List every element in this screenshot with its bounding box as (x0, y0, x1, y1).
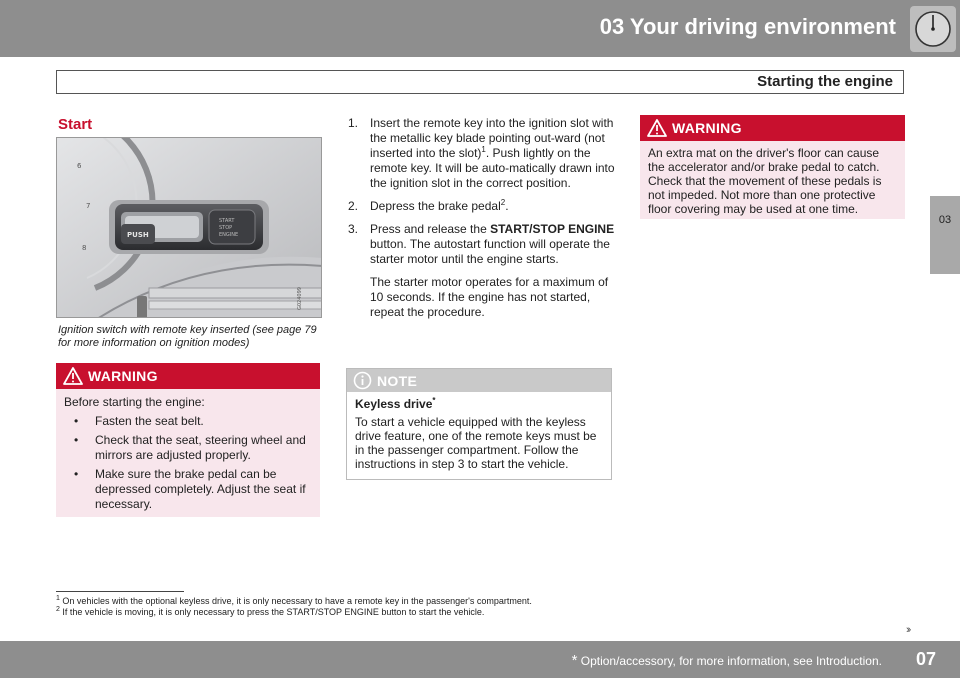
warning-intro: Before starting the engine: (64, 395, 205, 409)
procedure-steps (348, 116, 616, 328)
step-3: 3. Press and release the START/STOP ENGINE button. The autostart function will operate the starter motor until the engine starts. The starter motor operates for a maximum of 10 seconds. If the engine has not started, repeat the procedure. (348, 222, 615, 319)
svg-text:7: 7 (86, 202, 91, 210)
accessory-note: * Option/accessory, for more information, see Introduction. (571, 652, 882, 669)
warning-header (640, 115, 905, 141)
info-icon (353, 371, 372, 390)
note-subheading: Keyless drive* (355, 396, 436, 411)
bottom-footer-bar (0, 641, 960, 678)
warning-text: An extra mat on the driver's floor can cause the accelerator and/or brake pedal to catch. Check that the movement of these pedals is not impeded. Not more than one protective floor covering may be used at one time. (648, 146, 882, 216)
footnotes (56, 596, 906, 618)
warning-label: WARNING (88, 368, 158, 384)
photo-caption: Ignition switch with remote key inserted (see page 79 for more information on ignition modes) (58, 324, 317, 349)
bullet: • (74, 467, 79, 481)
step-3-detail: The starter motor operates for a maximum of 10 seconds. If the engine has not started, repeat the procedure. (370, 275, 609, 319)
note-text: To start a vehicle equipped with the keyless drive feature, one of the remote keys must be in the passenger compartment. Follow the instructions in step 3 to start the vehicle. (355, 415, 597, 471)
svg-text:STOP: STOP (219, 225, 233, 231)
warning-box-right (640, 115, 905, 219)
step-1: 1. Insert the remote key into the ignition slot with the metallic key blade pointing out-ward (not inserted into the slot)$^1$. Push lightly on the remote key. It will be auto-matically drawn into the ignition slot in the correct position. (348, 116, 615, 190)
footnote-2: $^2$ If the vehicle is moving, it is only necessary to press the START/STOP ENGINE button to start the vehicle. (56, 606, 485, 617)
svg-text:8: 8 (82, 244, 87, 252)
svg-text:PUSH: PUSH (127, 231, 149, 239)
warning-box-left (56, 363, 320, 517)
chapter-title: 03 Your driving environment (599, 14, 896, 39)
bullet: • (74, 433, 79, 447)
warning-list (64, 414, 312, 512)
step-2: 2. Depress the brake pedal$^2$. (348, 198, 509, 213)
note-label: NOTE (377, 373, 418, 389)
svg-text:G024099: G024099 (297, 287, 303, 310)
next-page-chevrons-icon: ›› (906, 624, 910, 636)
top-header-bar (0, 0, 960, 57)
list-item: • Fasten the seat belt. (74, 414, 204, 428)
ignition-photo (56, 137, 322, 318)
section-bar (56, 70, 904, 94)
warning-label: WARNING (672, 120, 742, 136)
gauge-icon (910, 6, 956, 52)
warning-header (56, 363, 320, 389)
warning-triangle-icon (63, 366, 83, 386)
page-number: 07 (916, 649, 937, 669)
note-box (346, 368, 612, 480)
note-header (347, 369, 611, 392)
ignition-illustration (57, 138, 322, 318)
svg-text:ENGINE: ENGINE (219, 232, 239, 238)
section-title: Starting the engine (757, 73, 893, 90)
start-heading: Start (58, 116, 93, 133)
list-item: • Check that the seat, steering wheel and mirrors are adjusted properly. (74, 433, 306, 462)
footnote-rule (56, 591, 184, 592)
svg-text:START: START (219, 218, 235, 224)
chapter-side-tab (930, 196, 960, 274)
bullet: • (74, 414, 79, 428)
list-item: • Make sure the brake pedal can be depressed completely. Adjust the seat if necessary. (74, 467, 306, 511)
warning-triangle-icon (647, 118, 667, 138)
footnote-1: $^1$ On vehicles with the optional keyless drive, it is only necessary to have a remote key in the passenger's compartment. (56, 595, 532, 606)
svg-text:6: 6 (77, 162, 82, 170)
side-tab-number: 03 (938, 214, 952, 226)
